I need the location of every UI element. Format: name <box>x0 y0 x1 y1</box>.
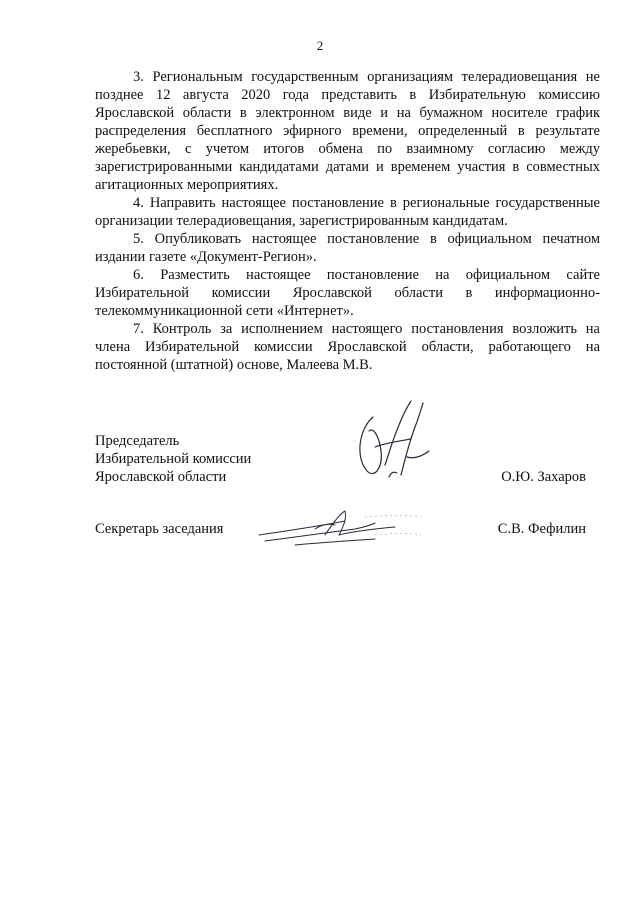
chairman-title-line: Избирательной комиссии <box>95 451 252 467</box>
chairman-title <box>95 432 251 486</box>
chairman-title-line: Председатель <box>95 433 180 449</box>
secretary-signature-block <box>95 520 600 550</box>
secretary-signature-icon <box>255 505 425 550</box>
paragraph-4: 4. Направить настоящее постановление в региональные государственные организации телерадиовещания, зарегистрированным кандидатам. <box>95 195 600 229</box>
paragraph-6: 6. Разместить настоящее постановление на официальном сайте Избирательной комиссии Ярославской области в информационно-телекоммуникационной сети «Интернет». <box>95 267 600 319</box>
page-number: 2 <box>316 38 324 53</box>
chairman-name: О.Ю. Захаров <box>501 469 586 485</box>
document-body <box>95 68 600 374</box>
paragraph-5: 5. Опубликовать настоящее постановление в официальном печатном издании газете «Документ-Регион». <box>95 231 600 265</box>
chairman-title-line: Ярославской области <box>95 469 227 485</box>
paragraph-7: 7. Контроль за исполнением настоящего постановления возложить на члена Избирательной комиссии Ярославской области, работающего на постоянной (штатной) основе, Малеева М.В. <box>95 321 600 373</box>
paragraph-3: 3. Региональным государственным организациям телерадиовещания не позднее 12 августа 2020 года представить в Избирательную комиссию Ярославской области в электронном виде и на бумажном носителе график распределения бесплатного эфирного времени, определенный в результате жеребьевки, с учетом итогов обмена по взаимному согласию между зарегистрированными кандидатами датами и временем участия в совместных агитационных мероприятиях. <box>95 69 600 193</box>
chairman-signature-icon <box>345 387 455 487</box>
secretary-title: Секретарь заседания <box>95 521 224 537</box>
chairman-signature-block <box>95 432 600 492</box>
secretary-name: С.В. Фефилин <box>497 521 586 537</box>
